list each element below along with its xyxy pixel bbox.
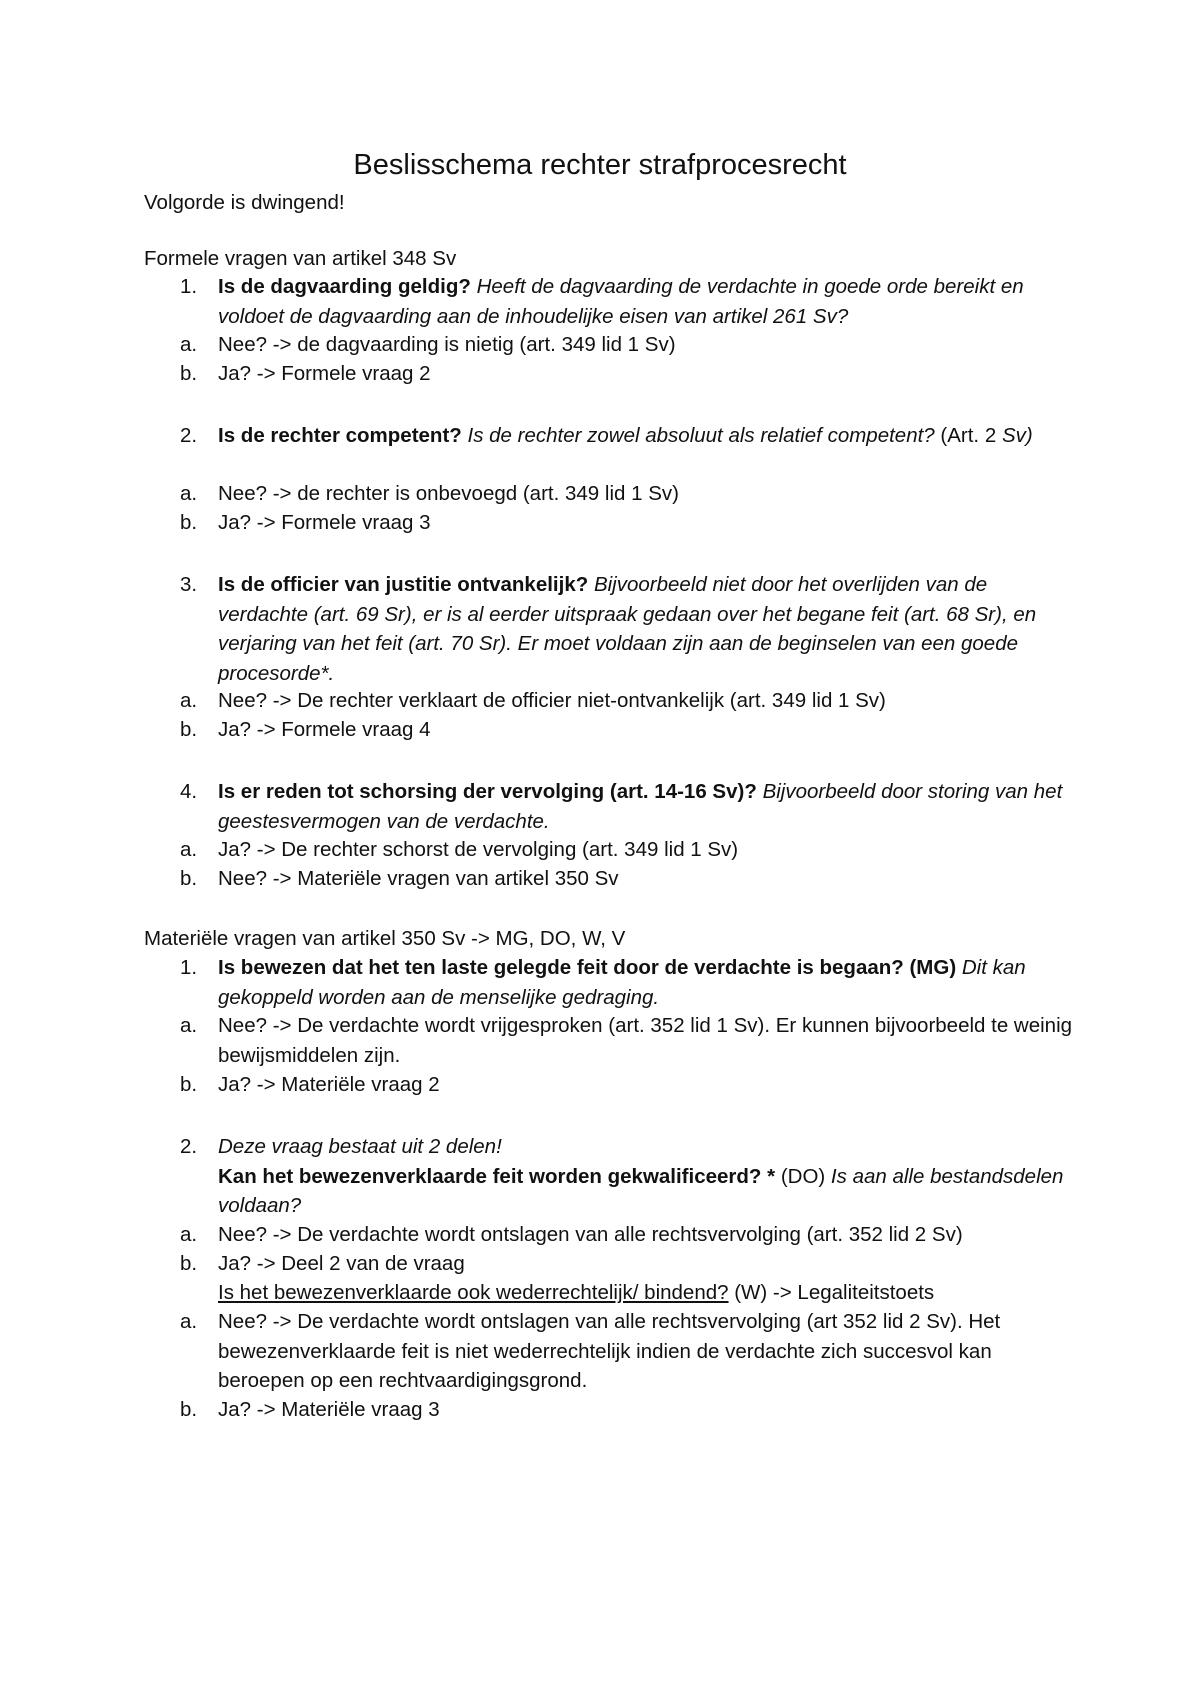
list-item bbox=[180, 330, 1080, 360]
list-item bbox=[180, 1395, 1080, 1425]
page-title: Beslisschema rechter strafprocesrecht bbox=[353, 149, 847, 181]
sub-question-title: Is het bewezenverklaarde ook wederrechtelijk/ bindend? bbox=[218, 1281, 729, 1304]
intro-note: Volgorde is dwingend! bbox=[144, 191, 345, 214]
answer-text: Ja? -> Materiële vraag 2 bbox=[218, 1073, 440, 1096]
formele-question-2 bbox=[180, 421, 1080, 451]
list-marker: b. bbox=[180, 362, 198, 385]
question-title: Kan het bewezenverklaarde feit worden gekwalificeerd? * bbox=[218, 1164, 776, 1188]
answer-text: Ja? -> Formele vraag 2 bbox=[218, 362, 431, 385]
answer-text: Nee? -> De verdachte wordt ontslagen van alle rechtsvervolging (art 352 lid 2 Sv). Het bewezenverklaarde feit is niet wederrechtelijk indien de verdachte zich succesvol kan beroepen op een rechtvaardigingsgrond. bbox=[218, 1310, 1001, 1392]
article-reference-suffix: Sv) bbox=[1001, 424, 1033, 447]
question-intro: Deze vraag bestaat uit 2 delen! bbox=[218, 1135, 502, 1158]
answer-text: Nee? -> De verdachte wordt ontslagen van alle rechtsvervolging (art. 352 lid 2 Sv) bbox=[218, 1223, 963, 1246]
question-explanation: Dit kan gekoppeld worden aan de menselijke gedraging. bbox=[218, 956, 1026, 1009]
list-marker: b. bbox=[180, 1398, 198, 1421]
question-title: Is de dagvaarding geldig? bbox=[218, 275, 471, 298]
list-marker: b. bbox=[180, 1252, 198, 1275]
answer-text: Ja? -> Materiële vraag 3 bbox=[218, 1398, 440, 1421]
list-item bbox=[180, 1070, 1080, 1100]
list-item bbox=[180, 1220, 1080, 1250]
list-marker: a. bbox=[180, 1310, 198, 1333]
list-number: 2. bbox=[180, 1135, 198, 1158]
article-reference: (Art. 2 bbox=[940, 424, 997, 447]
list-item bbox=[180, 508, 1080, 538]
list-marker: b. bbox=[180, 1073, 198, 1096]
list-marker: a. bbox=[180, 838, 198, 861]
answer-text: Ja? -> Formele vraag 4 bbox=[218, 718, 431, 741]
list-item bbox=[180, 864, 1080, 894]
question-explanation: Bijvoorbeeld door storing van het geestesvermogen van de verdachte. bbox=[218, 780, 1063, 833]
list-number: 4. bbox=[180, 780, 198, 803]
sub-question-note: (W) -> Legaliteitstoets bbox=[734, 1281, 935, 1304]
question-title: Is er reden tot schorsing der vervolging (art. 14-16 Sv)? bbox=[218, 780, 757, 803]
list-marker: a. bbox=[180, 482, 198, 505]
section-heading-materiele: Materiële vragen van artikel 350 Sv -> MG, DO, W, V bbox=[144, 927, 626, 950]
list-marker: b. bbox=[180, 718, 198, 741]
list-marker: a. bbox=[180, 1014, 198, 1037]
question-title: Is de rechter competent? bbox=[218, 424, 462, 447]
list-marker: a. bbox=[180, 689, 198, 712]
list-number: 1. bbox=[180, 956, 198, 979]
formele-question-4 bbox=[180, 777, 1080, 836]
list-item bbox=[180, 686, 1080, 716]
materiele-question-1 bbox=[180, 953, 1080, 1012]
question-explanation: Is aan alle bestandsdelen voldaan? bbox=[218, 1164, 1064, 1217]
answer-text: Nee? -> de dagvaarding is nietig (art. 349 lid 1 Sv) bbox=[218, 333, 676, 356]
list-number: 1. bbox=[180, 275, 198, 298]
list-number: 3. bbox=[180, 573, 198, 596]
question-code: (DO) bbox=[780, 1164, 826, 1188]
materiele-question-2 bbox=[180, 1132, 1080, 1221]
answer-text: Ja? -> Deel 2 van de vraag bbox=[218, 1252, 465, 1275]
list-marker: a. bbox=[180, 1223, 198, 1246]
list-item bbox=[180, 359, 1080, 389]
answer-text: Nee? -> Materiële vragen van artikel 350 Sv bbox=[218, 867, 619, 890]
question-title: Is bewezen dat het ten laste gelegde feit door de verdachte is begaan? (MG) bbox=[218, 956, 957, 979]
list-item bbox=[180, 1011, 1080, 1070]
list-item bbox=[180, 1307, 1080, 1396]
list-marker: b. bbox=[180, 511, 198, 534]
formele-question-1 bbox=[180, 272, 1080, 331]
list-marker: a. bbox=[180, 333, 198, 356]
question-title: Is de officier van justitie ontvankelijk? bbox=[218, 573, 589, 596]
list-item bbox=[180, 1249, 1080, 1279]
section-heading-formele: Formele vragen van artikel 348 Sv bbox=[144, 247, 457, 270]
list-item bbox=[180, 479, 1080, 509]
answer-text: Nee? -> de rechter is onbevoegd (art. 349 lid 1 Sv) bbox=[218, 482, 679, 505]
question-explanation: Bijvoorbeeld niet door het overlijden van de verdachte (art. 69 Sr), er is al eerder uitspraak gedaan over het begane feit (art. 68 Sr), en verjaring van het feit (art. 70 Sr). Er moet voldaan zijn aan de beginselen van een goede procesorde*. bbox=[218, 573, 1037, 685]
question-explanation: Heeft de dagvaarding de verdachte in goede orde bereikt en voldoet de dagvaarding aan de inhoudelijke eisen van artikel 261 Sv? bbox=[218, 275, 1024, 328]
question-explanation: Is de rechter zowel absoluut als relatief competent? bbox=[467, 424, 935, 447]
sub-question bbox=[218, 1278, 1078, 1308]
answer-text: Ja? -> De rechter schorst de vervolging (art. 349 lid 1 Sv) bbox=[218, 838, 739, 861]
formele-question-3 bbox=[180, 570, 1080, 688]
list-item bbox=[180, 835, 1080, 865]
list-number: 2. bbox=[180, 424, 198, 447]
list-item bbox=[180, 715, 1080, 745]
answer-text: Nee? -> De verdachte wordt vrijgesproken (art. 352 lid 1 Sv). Er kunnen bijvoorbeeld te weinig bewijsmiddelen zijn. bbox=[218, 1014, 1073, 1067]
list-marker: b. bbox=[180, 867, 198, 890]
answer-text: Nee? -> De rechter verklaart de officier niet-ontvankelijk (art. 349 lid 1 Sv) bbox=[218, 689, 886, 712]
answer-text: Ja? -> Formele vraag 3 bbox=[218, 511, 431, 534]
